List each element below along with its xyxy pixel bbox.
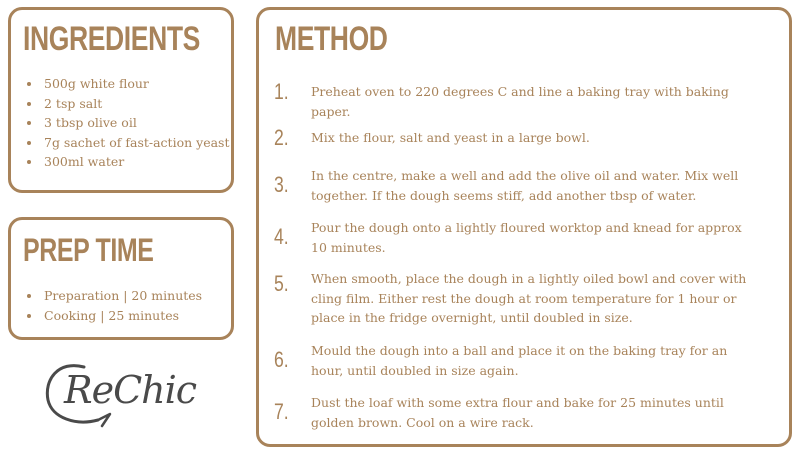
step-number: 3. (274, 172, 289, 197)
rechic-logo (40, 358, 210, 428)
step-number: 7. (274, 399, 289, 424)
list-item: • 7g sachet of fast-action yeast (42, 133, 229, 153)
step-text: Dust the loaf with some extra flour and bake for 25 minutes until golden brown. Cool on a wire rack. (311, 395, 724, 430)
prep-time-title: PREP TIME (23, 232, 154, 268)
step-text: Pour the dough onto a lightly floured worktop and knead for approx 10 minutes. (311, 220, 742, 255)
step-number: 2. (274, 125, 289, 150)
list-item: • 2 tsp salt (42, 94, 229, 114)
ingredients-title: INGREDIENTS (23, 20, 200, 58)
list-item: • 500g white flour (42, 74, 229, 94)
list-item: • 300ml water (42, 152, 229, 172)
list-item: • 3 tbsp olive oil (42, 113, 229, 133)
ingredients-list (24, 74, 229, 172)
step-number: 1. (274, 79, 289, 104)
step-text: In the centre, make a well and add the olive oil and water. Mix well together. If the dough seems stiff, add another tbsp of water. (311, 168, 739, 203)
step-number: 6. (274, 347, 289, 372)
step-number: 4. (274, 224, 289, 249)
prep-time-list (24, 286, 202, 325)
step-number: 5. (274, 271, 289, 296)
step-text: Preheat oven to 220 degrees C and line a baking tray with baking paper. (311, 84, 729, 119)
method-card (256, 7, 792, 447)
step-text: Mix the flour, salt and yeast in a large bowl. (311, 130, 590, 145)
method-title: METHOD (275, 20, 388, 58)
list-item: • Cooking | 25 minutes (42, 306, 202, 326)
logo-text: ReChic (64, 368, 197, 412)
step-text: Mould the dough into a ball and place it on the baking tray for an hour, until doubled in size again. (311, 343, 728, 378)
list-item: • Preparation | 20 minutes (42, 286, 202, 306)
prep-time-card (8, 217, 234, 340)
ingredients-card (8, 7, 234, 193)
step-text: When smooth, place the dough in a lightly oiled bowl and cover with cling film. Either rest the dough at room temperature for 1 hour or place in the fridge overnight, until doubled in size. (311, 271, 747, 325)
